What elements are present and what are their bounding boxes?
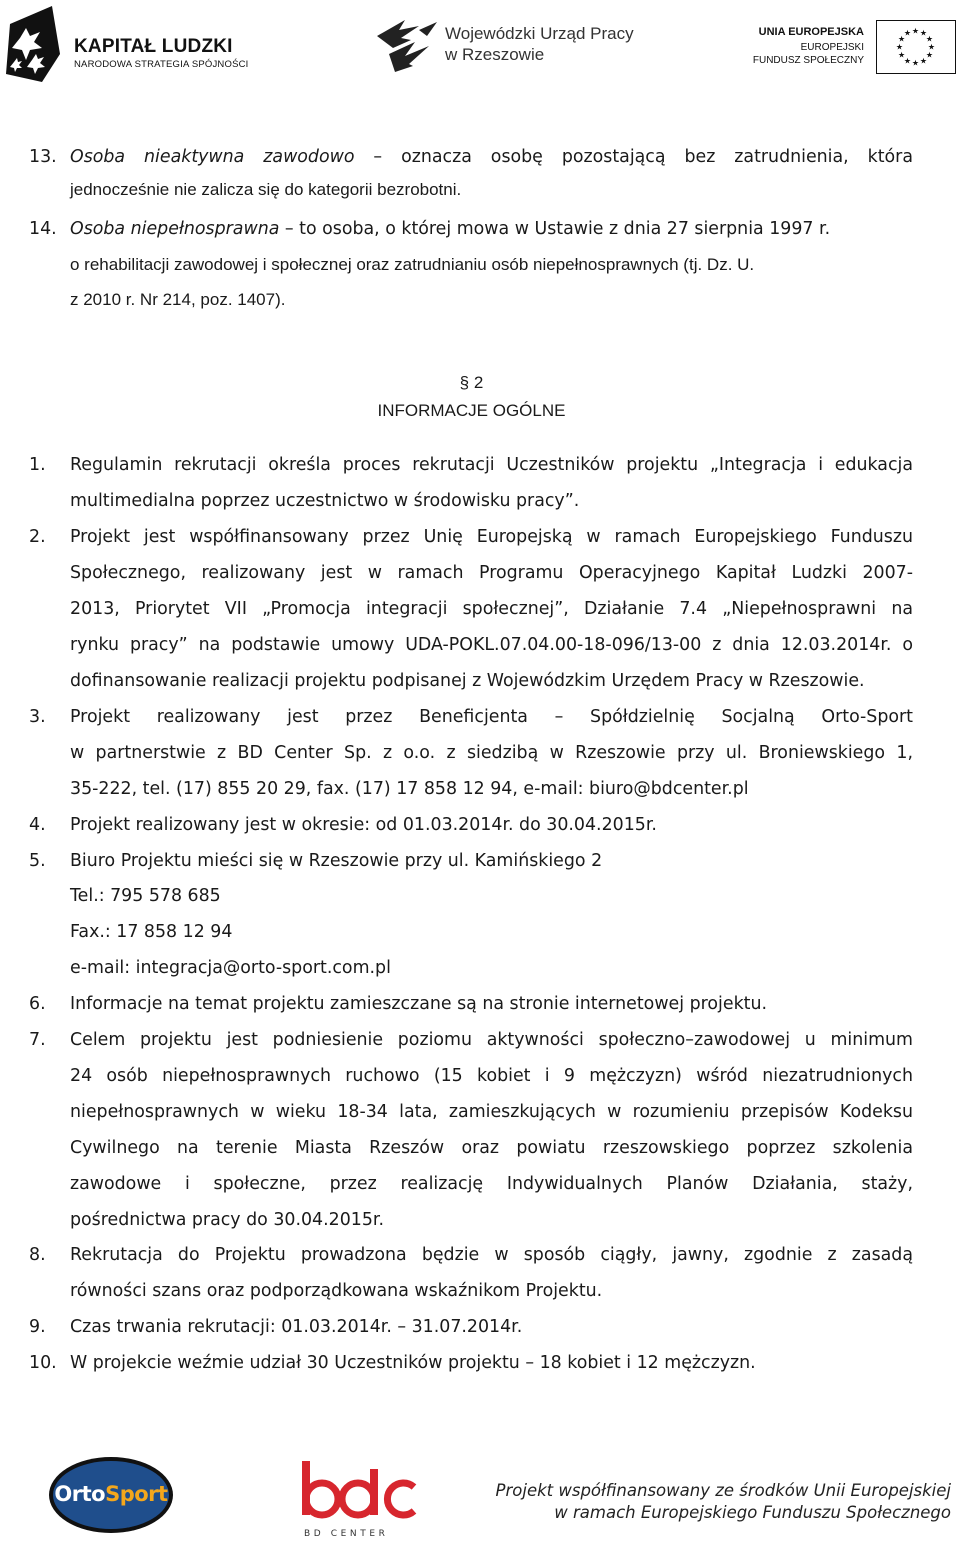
definition-line	[70, 219, 830, 239]
definition-text: – oznacza osobę pozostającą bez zatrudnienia, która	[354, 147, 913, 167]
item-line: 2013, Priorytet VII „Promocja integracji społecznej”, Działanie 7.4 „Niepełnosprawni na	[70, 599, 913, 619]
sport-word: Sport	[105, 1482, 168, 1506]
eu-star-icon: ★	[925, 50, 933, 60]
item-line: Projekt jest współfinansowany przez Unię Europejską w ramach Europejskiego Funduszu	[70, 527, 913, 547]
item-line: Projekt realizowany jest przez Beneficjenta – Spółdzielnię Socjalną Orto-Sport	[70, 707, 913, 727]
item-line: zawodowe i społeczne, przez realizację Indywidualnych Planów Działania, staży,	[70, 1174, 913, 1194]
item-line: 24 osób niepełnosprawnych ruchowo (15 kobiet i 9 mężczyzn) wśród niezatrudnionych	[70, 1066, 913, 1086]
definition-line: z 2010 r. Nr 214, poz. 1407).	[70, 290, 286, 309]
item-number: 10.	[29, 1353, 57, 1373]
item-line: W projekcie weźmie udział 30 Uczestników projektu – 18 kobiet i 12 mężczyzn.	[70, 1353, 756, 1373]
efs-line2: FUNDUSZ SPOŁECZNY	[752, 55, 864, 66]
defined-term: Osoba nieaktywna zawodowo	[70, 147, 355, 167]
item-number: 5.	[29, 851, 46, 871]
definition-line: o rehabilitacji zawodowej i społecznej oraz zatrudnianiu osób niepełnosprawnych (tj. Dz. U.	[70, 255, 755, 274]
orto-word: Orto	[54, 1482, 106, 1506]
item-line: Biuro Projektu mieści się w Rzeszowie przy ul. Kamińskiego 2	[70, 851, 603, 871]
item-line: Społecznego, realizowany jest w ramach Programu Operacyjnego Kapitał Ludzki 2007-	[70, 563, 913, 583]
email-text: e-mail: integracja@orto-sport.com.pl	[70, 958, 391, 978]
item-number: 9.	[29, 1317, 46, 1337]
phone-text: Tel.: 795 578 685	[70, 886, 221, 906]
item-line: dofinansowanie realizacji projektu podpisanej z Wojewódzkim Urzędem Pracy w Rzeszowie.	[70, 671, 865, 691]
eu-star-icon: ★	[903, 56, 912, 66]
item-number: 13.	[29, 147, 57, 167]
item-line: równości szans oraz podporządkowana wskaźnikom Projektu.	[70, 1281, 603, 1301]
eu-star-icon: ★	[919, 28, 928, 38]
wup-name-line1: Wojewódzki Urząd Pracy	[445, 24, 634, 43]
item-line: Czas trwania rekrutacji: 01.03.2014r. – 31.07.2014r.	[70, 1317, 523, 1337]
orto-sport-logo	[47, 1455, 175, 1535]
eu-star-icon: ★	[898, 34, 906, 44]
eu-star-icon: ★	[911, 26, 920, 36]
kapital-ludzki-emblem-icon	[2, 4, 64, 84]
definition-text: – to osoba, o której mowa w Ustawie z dnia 27 sierpnia 1997 r.	[279, 219, 831, 239]
item-number: 7.	[29, 1030, 46, 1050]
eu-star-icon: ★	[895, 42, 904, 52]
bdc-wordmark-icon	[298, 1459, 420, 1527]
fax-text: Fax.: 17 858 12 94	[70, 922, 233, 942]
item-line: w partnerstwie z BD Center Sp. z o.o. z siedzibą w Rzeszowie przy ul. Broniewskiego 1,	[70, 743, 913, 763]
defined-term: Osoba niepełnosprawna	[70, 219, 280, 239]
definition-line	[70, 147, 913, 169]
orto-sport-wordmark	[47, 1482, 175, 1506]
eu-star-icon: ★	[919, 56, 928, 66]
item-line: Rekrutacja do Projektu prowadzona będzie w sposób ciągły, jawny, zgodnie z zasadą	[70, 1245, 913, 1265]
efs-line1: EUROPEJSKI	[800, 42, 864, 53]
eu-star-icon: ★	[903, 28, 912, 38]
eu-name: UNIA EUROPEJSKA	[758, 26, 864, 38]
eu-star-icon: ★	[911, 58, 920, 68]
item-number: 1.	[29, 455, 46, 475]
item-number: 14.	[29, 219, 57, 239]
bd-center-name: BD CENTER	[304, 1529, 389, 1539]
item-line: 35-222, tel. (17) 855 20 29, fax. (17) 17 858 12 94, e-mail: biuro@bdcenter.pl	[70, 779, 749, 799]
page-header	[0, 0, 960, 90]
item-line: Cywilnego na terenie Miasta Rzeszów oraz powiatu rzeszowskiego poprzez szkolenia	[70, 1138, 913, 1158]
bd-center-logo	[298, 1459, 420, 1541]
wup-name-line2: w Rzeszowie	[445, 45, 545, 64]
section-symbol: § 2	[459, 373, 484, 392]
kapital-ludzki-title: KAPITAŁ LUDZKI	[74, 36, 233, 57]
eu-star-icon: ★	[925, 34, 933, 44]
item-number: 6.	[29, 994, 46, 1014]
item-line: Regulamin rekrutacji określa proces rekrutacji Uczestników projektu „Integracja i edukacja	[70, 455, 913, 475]
item-line: niepełnosprawnych w wieku 18-34 lata, zamieszkujących w rozumieniu przepisów Kodeksu	[70, 1102, 913, 1122]
cofinancing-note-line2: w ramach Europejskiego Funduszu Społecznego	[554, 1503, 951, 1522]
eu-flag-icon	[876, 20, 956, 74]
item-number: 8.	[29, 1245, 46, 1265]
eu-star-icon: ★	[898, 50, 906, 60]
section-title: INFORMACJE OGÓLNE	[377, 401, 566, 420]
item-line: Projekt realizowany jest w okresie: od 01.03.2014r. do 30.04.2015r.	[70, 815, 657, 835]
wup-bird-icon	[375, 16, 441, 72]
item-number: 3.	[29, 707, 46, 727]
item-number: 4.	[29, 815, 46, 835]
item-line: multimedialna poprzez uczestnictwo w środowisku pracy”.	[70, 491, 580, 511]
item-number: 2.	[29, 527, 46, 547]
item-line: pośrednictwa pracy do 30.04.2015r.	[70, 1210, 384, 1230]
eu-star-icon: ★	[927, 42, 936, 52]
item-line: rynku pracy” na podstawie umowy UDA-POKL.07.04.00-18-096/13-00 z dnia 12.03.2014r. o	[70, 635, 913, 655]
kapital-ludzki-subtitle: NARODOWA STRATEGIA SPÓJNOŚCI	[74, 59, 249, 70]
item-line: Informacje na temat projektu zamieszczane są na stronie internetowej projektu.	[70, 994, 768, 1014]
definition-line: jednocześnie nie zalicza się do kategorii bezrobotni.	[70, 180, 462, 199]
eu-efs-logo	[740, 20, 956, 76]
cofinancing-note-line1: Projekt współfinansowany ze środków Unii Europejskiej	[495, 1481, 951, 1500]
item-line: Celem projektu jest podniesienie poziomu aktywności społeczno–zawodowej u minimum	[70, 1030, 913, 1050]
